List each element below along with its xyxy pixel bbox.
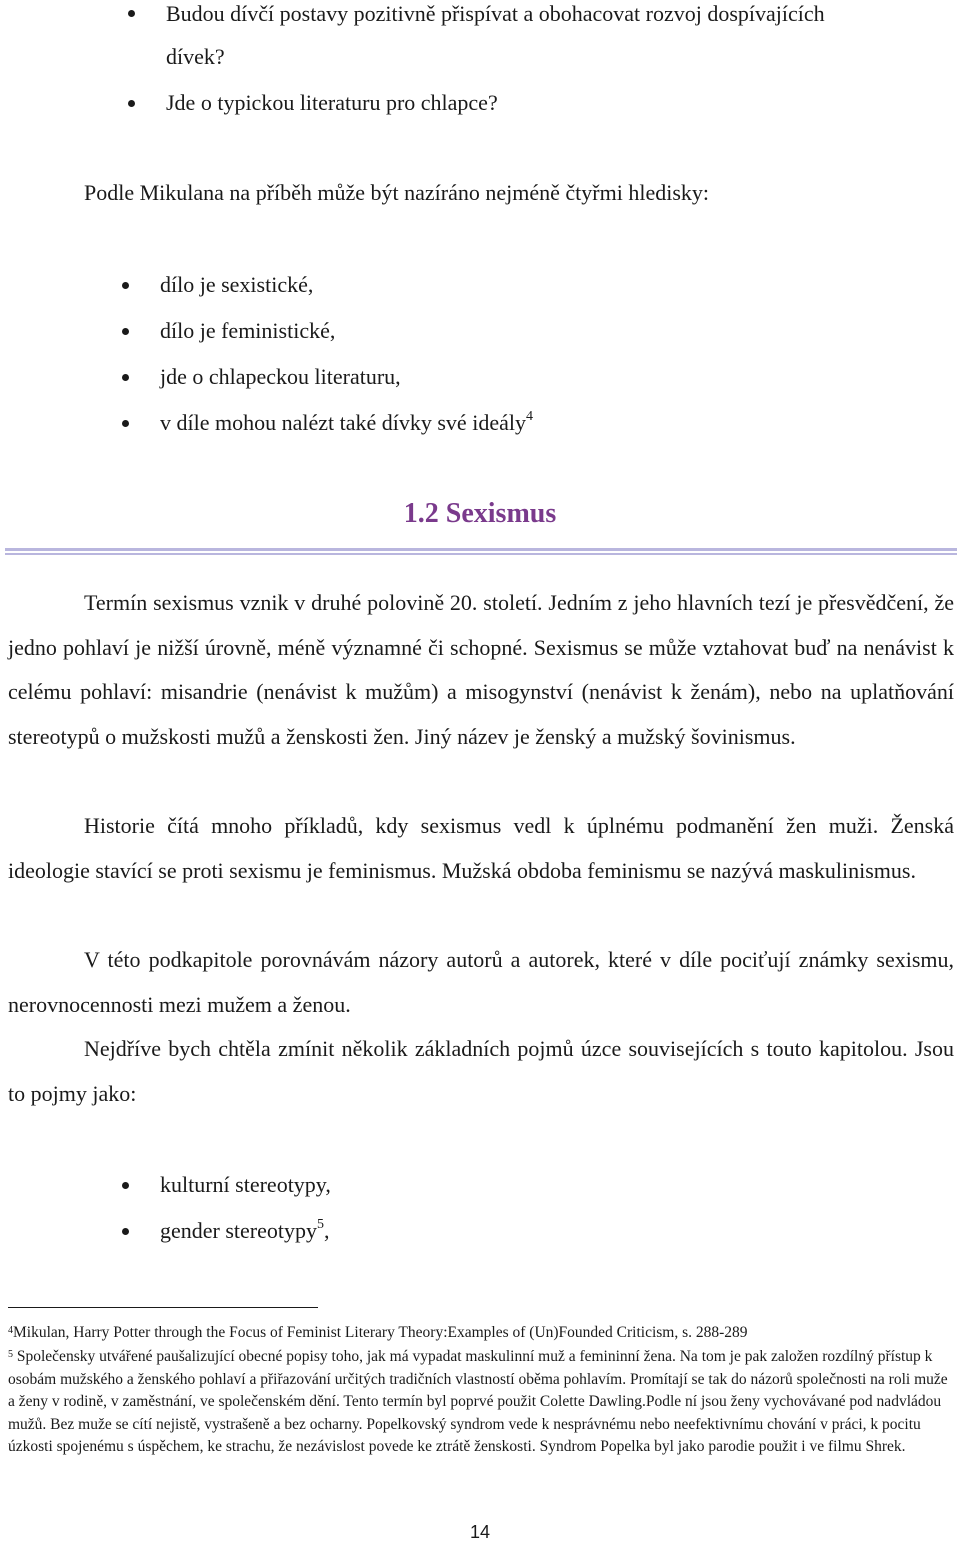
aspect-item: dílo je feministické,	[160, 318, 336, 343]
heading-rule	[5, 548, 957, 551]
paragraph	[8, 938, 954, 1027]
bullet-icon	[122, 374, 129, 381]
footnote-number: 5	[8, 1349, 13, 1360]
paragraph	[8, 581, 954, 759]
paragraph	[8, 804, 954, 893]
bullet-icon	[122, 328, 129, 335]
footnote-ref[interactable]: 5	[317, 1217, 324, 1232]
aspect-item: dílo je sexistické,	[160, 272, 314, 297]
question-item-2: Jde o typickou literaturu pro chlapce?	[166, 90, 498, 115]
concept-item	[160, 1209, 330, 1253]
footnote	[8, 1346, 954, 1459]
footnote-number: 4	[8, 1325, 13, 1336]
bullet-icon	[128, 10, 135, 17]
aspect-item	[160, 401, 533, 445]
aspect-text: v díle mohou nalézt také dívky své ideály	[160, 410, 526, 435]
paragraph	[8, 1027, 954, 1116]
page-number: 14	[469, 1522, 491, 1542]
paragraph-text: Termín sexismus vznik v druhé polovině 20. století. Jedním z jeho hlavních tezí je přesvědčení, že jedno pohlaví je nižší úrovně, méně významné či schopné. Sexismus se může vztahovat buď na nenávist k celému pohlaví: misandrie (nenávist k mužům) a misogynství (nenávist k ženám), nebo na uplatňování stereotypů o mužskosti mužů a ženskosti žen. Jiný název je ženský a mužský šovinismus.	[8, 590, 954, 749]
bullet-icon	[122, 1228, 129, 1235]
bullet-icon	[122, 420, 129, 427]
paragraph-text: V této podkapitole porovnávám názory autorů a autorek, které v díle pociťují známky sexismu, nerovnocennosti mezi mužem a ženou.	[8, 947, 954, 1017]
question-item-1-line2: dívek?	[166, 44, 225, 69]
footnote-text: Společensky utvářené paušalizující obecné popisy toho, jak má vypadat maskulinní muž a femininní žena. Na tom je pak založen rozdílný přístup k osobám mužského a ženského pohlaví a přiřazování určitých tradičních vlastností oběma pohlavím. Promítají se tak do názorů společnosti na roli muže a ženy v rodině, v zaměstnání, ve společenském dění. Tento termín byl poprvé použit Colette Dawling.Podle ní jsou ženy vychovávané pod nadvládou mužů. Bez muže se cítí nejistě, vystrašeně a bez ocharny. Popelkovský syndrom vede k nesprávnému nebo neefektivnímu chování v práci, k pocitu úzkosti spojenému s úspěchem, ke strachu, že nezávislost povede ke ztrátě ženskosti. Syndrom Popelka byl jako parodie použit i ve filmu Shrek.	[8, 1348, 948, 1456]
concept-item: kulturní stereotypy,	[160, 1172, 331, 1197]
aspect-item: jde o chlapeckou literaturu,	[160, 364, 401, 389]
footnote-text: Mikulan, Harry Potter through the Focus of Feminist Literary Theory:Examples of (Un)Founded Criticism, s. 288-289	[13, 1324, 748, 1341]
footnote-ref[interactable]: 4	[525, 409, 533, 424]
concept-text: gender stereotypy	[160, 1218, 317, 1243]
bullet-icon	[122, 1182, 129, 1189]
bullet-icon	[122, 282, 129, 289]
bullet-icon	[128, 100, 135, 107]
intro-sentence: Podle Mikulana na příběh může být nazíráno nejméně čtyřmi hledisky:	[84, 180, 709, 205]
section-heading: 1.2 Sexismus	[403, 498, 557, 529]
concept-tail: ,	[324, 1218, 330, 1243]
paragraph-text: Historie čítá mnoho příkladů, kdy sexismus vedl k úplnému podmanění žen muži. Ženská ideologie stavící se proti sexismu je feminismus. Mužská obdoba feminismu se nazývá maskulinismus.	[8, 813, 954, 883]
question-item-1-line1: Budou dívčí postavy pozitivně přispívat a obohacovat rozvoj dospívajících	[166, 1, 825, 26]
paragraph-text: Nejdříve bych chtěla zmínit několik základních pojmů úzce souvisejících s touto kapitolou. Jsou to pojmy jako:	[8, 1036, 954, 1106]
footnote-separator	[8, 1307, 318, 1308]
footnote	[8, 1322, 954, 1345]
heading-rule	[5, 553, 957, 555]
